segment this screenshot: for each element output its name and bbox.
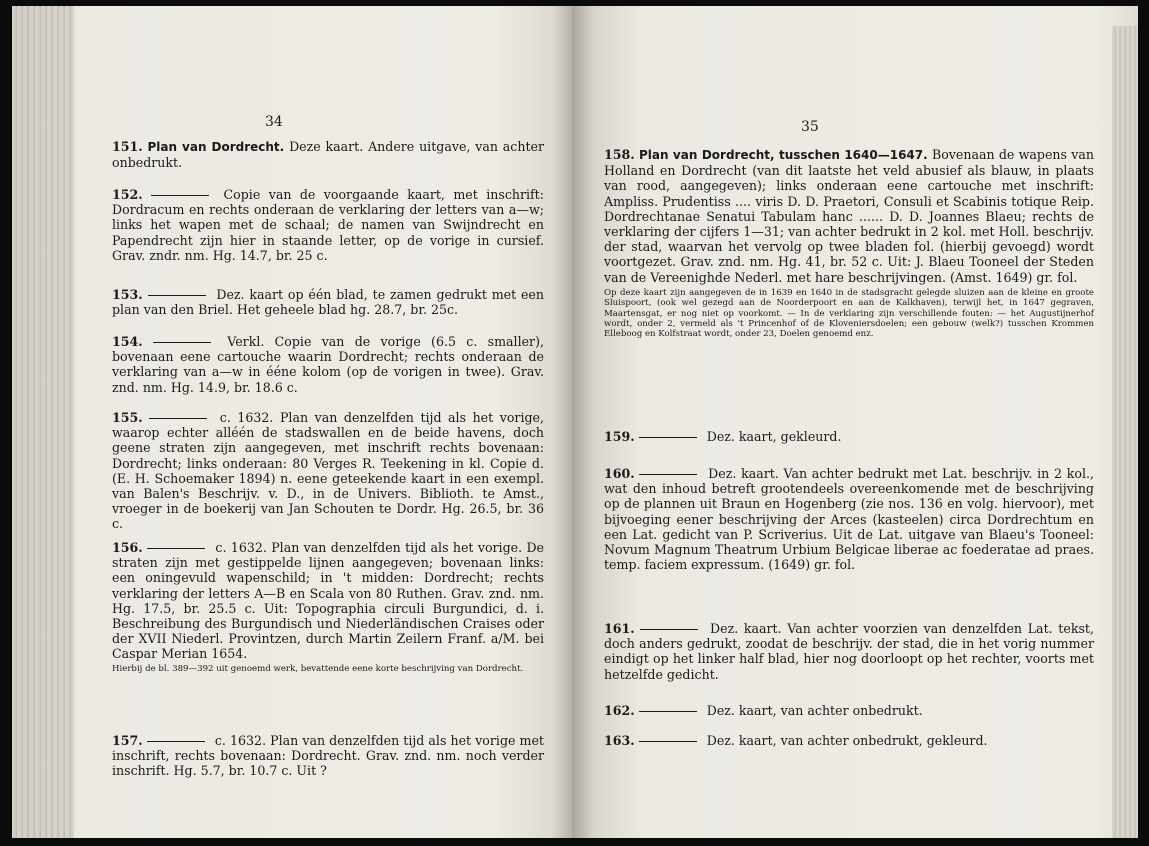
entry-number: 158.	[604, 147, 635, 162]
page-edges	[12, 6, 74, 838]
entry-text: Dez. kaart, gekleurd.	[706, 429, 842, 444]
entry-157	[112, 733, 544, 779]
entry-text: c. 1632. Plan van denzelfden tijd als het vorige. De straten zijn met gestippelde lijnen aangegeven; bovenaan links: een oningevuld wapenschild; in 't midden: Dordrecht; rechts verklaring der letters A—B en Scala von 80 Ruthen. Grav. znd. nm. Hg. 17.5, br. 25.5 c. Uit: Topographia circuli Burgundici, d. i. Beschreibung des Burgundisch und Niederländischen Craises oder der XVII Niederl. Provintzen, durch Martin Zeilern Franf. a/M. bei Caspar Merian 1654.	[112, 540, 544, 662]
entry-number: 156.	[112, 540, 143, 555]
entry-number: 155.	[112, 410, 143, 425]
ditto-rule	[639, 711, 697, 712]
entry-154	[112, 334, 544, 395]
entry-number: 152.	[112, 187, 143, 202]
page-number: 34	[265, 114, 283, 130]
entry-text: Deze kaart. Andere uitgave, van achter onbedrukt.	[112, 139, 544, 171]
entry-160	[604, 466, 1094, 572]
left-page	[12, 6, 572, 838]
entry-159	[604, 429, 1094, 444]
ditto-rule	[148, 295, 206, 296]
entry-number: 157.	[112, 733, 143, 748]
ditto-rule	[147, 741, 205, 742]
entry-number: 153.	[112, 287, 143, 302]
right-page	[572, 6, 1138, 838]
entry-footnote: Hierbij de bl. 389—392 uit genoemd werk, bevattende eene korte beschrijving van Dordrecht.	[112, 663, 524, 674]
entry-text: Dez. kaart, van achter onbedrukt.	[706, 703, 923, 718]
entry-text: c. 1632. Plan van denzelfden tijd als het vorige, waarop echter alléén de stadswallen en de beide havens, doch geene straten zijn aangegeven, met inschrift rechts bovenaan: Dordrecht; links onderaan: 80 Verges R. Teekening in kl. Copie d. (E. H. Schoemaker 1894) n. eene geteekende kaart in een exempl. van Balen's Beschrijv. v. D., in de Univers. Biblioth. te Amst., vroeger in de boekerij van Jan Schouten te Dordr. Hg. 26.5, br. 36 c.	[112, 410, 544, 532]
ditto-rule	[639, 437, 697, 438]
entry-155	[112, 410, 544, 532]
ditto-rule	[151, 195, 209, 196]
entry-163	[604, 733, 1094, 748]
entry-text: Bovenaan de wapens van Holland en Dordrecht (van dit laatste het veld abusief als blauw, in plaats van rood, aangegeven); links onderaan eene cartouche met inschrift: Ampliss. Prudentiss .... viris D. D. Praetori, Consuli et Scabinis totique Reip. Dordrechtanae Senatui Tabulam hanc ...... D. D. Joannes Blaeu; rechts de verklaring der cijfers 1—31; van achter bedrukt in 2 kol. met Holl. beschrijv. der stad, waarvan het vervolg op twee bladen fol. (hierbij gevoegd) wordt voortgezet. Grav. znd. nm. Hg. 41, br. 52 c. Uit: J. Blaeu Tooneel der Steden van de Vereenighde Nederl. met hare beschrijvingen. (Amst. 1649) gr. fol.	[604, 147, 1094, 285]
entry-number: 159.	[604, 429, 635, 444]
ditto-rule	[147, 548, 205, 549]
entry-152	[112, 187, 544, 263]
entry-153	[112, 287, 544, 317]
entry-161	[604, 621, 1094, 682]
entry-text: c. 1632. Plan van denzelfden tijd als het vorige met inschrift, rechts bovenaan: Dordrecht. Grav. znd. nm. noch verder inschrift. Hg. 5.7, br. 10.7 c. Uit ?	[112, 733, 544, 779]
entry-text: Dez. kaart. Van achter bedrukt met Lat. beschrijv. in 2 kol., wat den inhoud betreft grootendeels overeenkomende met de beschrijving op de plannen uit Braun en Hogenberg (zie nos. 136 en volg. hiervoor), met bijvoeging eener beschrijving der Arces (kasteelen) circa Dordrechtum en een Lat. gedicht van P. Scriverius. Uit de Lat. uitgave van Blaeu's Tooneel: Novum Magnum Theatrum Urbium Belgicae liberae ac foederatae ad praes. temp. faciem expressum. (1649) gr. fol.	[604, 466, 1094, 573]
entry-text: Dez. kaart. Van achter voorzien van denzelfden Lat. tekst, doch anders gedrukt, zoodat de beschrijv. der stad, die in het vorig nummer eindigt op het linker half blad, hier nog doorloopt op het rechter, voorts met hetzelfde gedicht.	[604, 621, 1094, 682]
entry-156	[112, 540, 544, 674]
entry-number: 161.	[604, 621, 635, 636]
ditto-rule	[640, 629, 698, 630]
entry-151	[112, 139, 544, 170]
entry-number: 162.	[604, 703, 635, 718]
entry-footnote: Op deze kaart zijn aangegeven de in 1639 en 1640 in de stadsgracht gelegde sluizen aan de kleine en groote Sluispoort, (ook wel gezegd aan de Noorderpoort en aan de Kalkhaven), terwijl het, in 1647 gegraven, Maartensgat, er nog niet op voorkomt. — In de verklaring zijn verschillende fouten: — het Augustijnerhof wordt, onder 2, vermeld als 't Princenhof of de Kloveniersdoelen; een gebouw (welk?) tusschen Krommen Elleboog en Kolfstraat wordt, onder 23, Doelen genoemd enz.	[604, 287, 1094, 340]
page-number: 35	[801, 119, 819, 135]
ditto-rule	[149, 418, 207, 419]
entry-text: Dez. kaart op één blad, te zamen gedrukt met een plan van den Briel. Het geheele blad hg. 28.7, br. 25c.	[112, 287, 544, 318]
ditto-rule	[153, 342, 211, 343]
entry-text: Dez. kaart, van achter onbedrukt, gekleurd.	[706, 733, 988, 748]
entry-heading: Plan van Dordrecht, tusschen 1640—1647.	[638, 148, 928, 162]
entry-heading: Plan van Dordrecht.	[147, 140, 285, 154]
book-spread	[12, 6, 1138, 838]
page-edges	[1112, 26, 1138, 838]
entry-number: 160.	[604, 466, 635, 481]
entry-text: Copie van de voorgaande kaart, met inschrift: Dordracum en rechts onderaan de verklaring der letters van a—w; links het wapen met de schaal; de namen van Swijndrecht en Papendrecht zijn hier in staande letter, op de vorige in cursief. Grav. zndr. nm. Hg. 14.7, br. 25 c.	[112, 187, 544, 263]
entry-number: 154.	[112, 334, 143, 349]
ditto-rule	[639, 474, 697, 475]
ditto-rule	[639, 741, 697, 742]
entry-162	[604, 703, 1094, 718]
entry-number: 163.	[604, 733, 635, 748]
entry-158	[604, 147, 1094, 340]
entry-text: Verkl. Copie van de vorige (6.5 c. smaller), bovenaan eene cartouche waarin Dordrecht; rechts onderaan de verklaring van a—w in ééne kolom (op de vorigen in twee). Grav. znd. nm. Hg. 14.9, br. 18.6 c.	[112, 334, 544, 395]
entry-number: 151.	[112, 139, 143, 154]
